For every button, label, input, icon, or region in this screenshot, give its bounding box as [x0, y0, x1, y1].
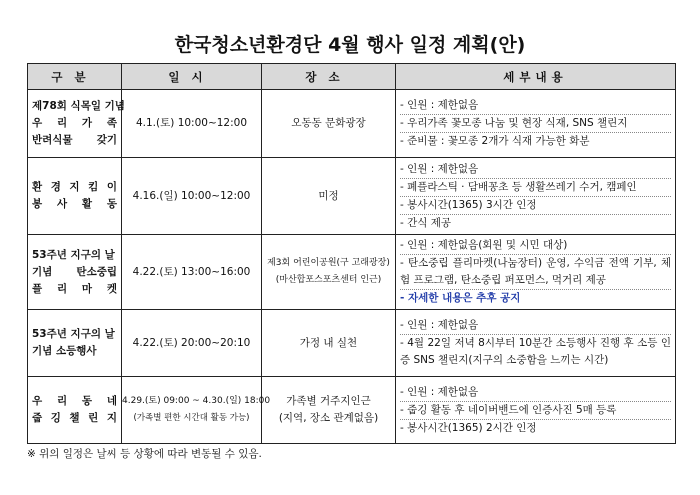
event-schedule-table — [27, 63, 676, 444]
row-details: - 인원 : 제한없음 - 우리가족 꽃모종 나눔 및 현장 식재, SNS 챌린지 - 준비물 : 꽃모종 2개가 식재 가능한 화분 — [396, 90, 676, 158]
row-place: 오동동 문화광장 — [262, 90, 396, 158]
header-details: 세부내용 — [396, 64, 676, 90]
notice-later-text: - 자세한 내용은 추후 공지 — [400, 292, 521, 304]
row-place: 미정 — [262, 158, 396, 235]
table-row — [28, 235, 676, 310]
row-details: - 인원 : 제한없음 - 폐플라스틱 · 담배꽁초 등 생활쓰레기 수거, 캠페인 - 봉사시간(1365) 3시간 인정 - 간식 제공 — [396, 158, 676, 235]
row-date: 4.16.(일) 10:00~12:00 — [122, 158, 262, 235]
row-category: 53주년 지구의 날 기념 탄소중립 플 리 마 켓 — [28, 235, 122, 310]
table-row — [28, 90, 676, 158]
row-date: 4.22.(토) 13:00~16:00 — [122, 235, 262, 310]
row-place: 제3회 어린이공원(구 고래광장) (마산합포스포츠센터 인근) — [262, 235, 396, 310]
row-details: - 인원 : 제한없음 - 줍깅 활동 후 네이버밴드에 인증사진 5매 등록 - 봉사시간(1365) 2시간 인정 — [396, 377, 676, 444]
row-category: 환 경 지 킴 이 봉 사 활 동 — [28, 158, 122, 235]
table-row — [28, 310, 676, 377]
row-category: 우 리 동 네 줍 깅 챌 린 지 — [28, 377, 122, 444]
row-category: 53주년 지구의 날 기념 소등행사 — [28, 310, 122, 377]
page-title: 한국청소년환경단 4월 행사 일정 계획(안) — [174, 34, 526, 56]
footnote: ※ 위의 일정은 날씨 등 상황에 따라 변동될 수 있음. — [27, 448, 262, 460]
row-date: 4.1.(토) 10:00~12:00 — [122, 90, 262, 158]
row-details: - 인원 : 제한없음 - 4월 22일 저녁 8시부터 10분간 소등행사 진행 후 소등 인증 SNS 챌린지(지구의 소중함을 느끼는 시간) — [396, 310, 676, 377]
table-row — [28, 377, 676, 444]
header-date: 일시 — [122, 64, 262, 90]
row-date: 4.29.(토) 09:00 ~ 4.30.(일) 18:00 (가족별 편한 시간대 활동 가능) — [122, 377, 262, 444]
header-place: 장소 — [262, 64, 396, 90]
header-category: 구분 — [28, 64, 122, 90]
table-header-row — [28, 64, 676, 90]
row-details: - 인원 : 제한없음(회원 및 시민 대상) - 탄소중립 플리마켓(나눔장터) 운영, 수익금 전액 기부, 체험 프로그램, 탄소중립 퍼포먼스, 먹거리 제공 - 자세한 내용은 추후 공지 — [396, 235, 676, 310]
row-category: 제78회 식목일 기념 우 리 가 족 반려식물 갖기 — [28, 90, 122, 158]
table-row — [28, 158, 676, 235]
row-date: 4.22.(토) 20:00~20:10 — [122, 310, 262, 377]
row-place: 가족별 거주지인근 (지역, 장소 관계없음) — [262, 377, 396, 444]
row-place: 가정 내 실천 — [262, 310, 396, 377]
